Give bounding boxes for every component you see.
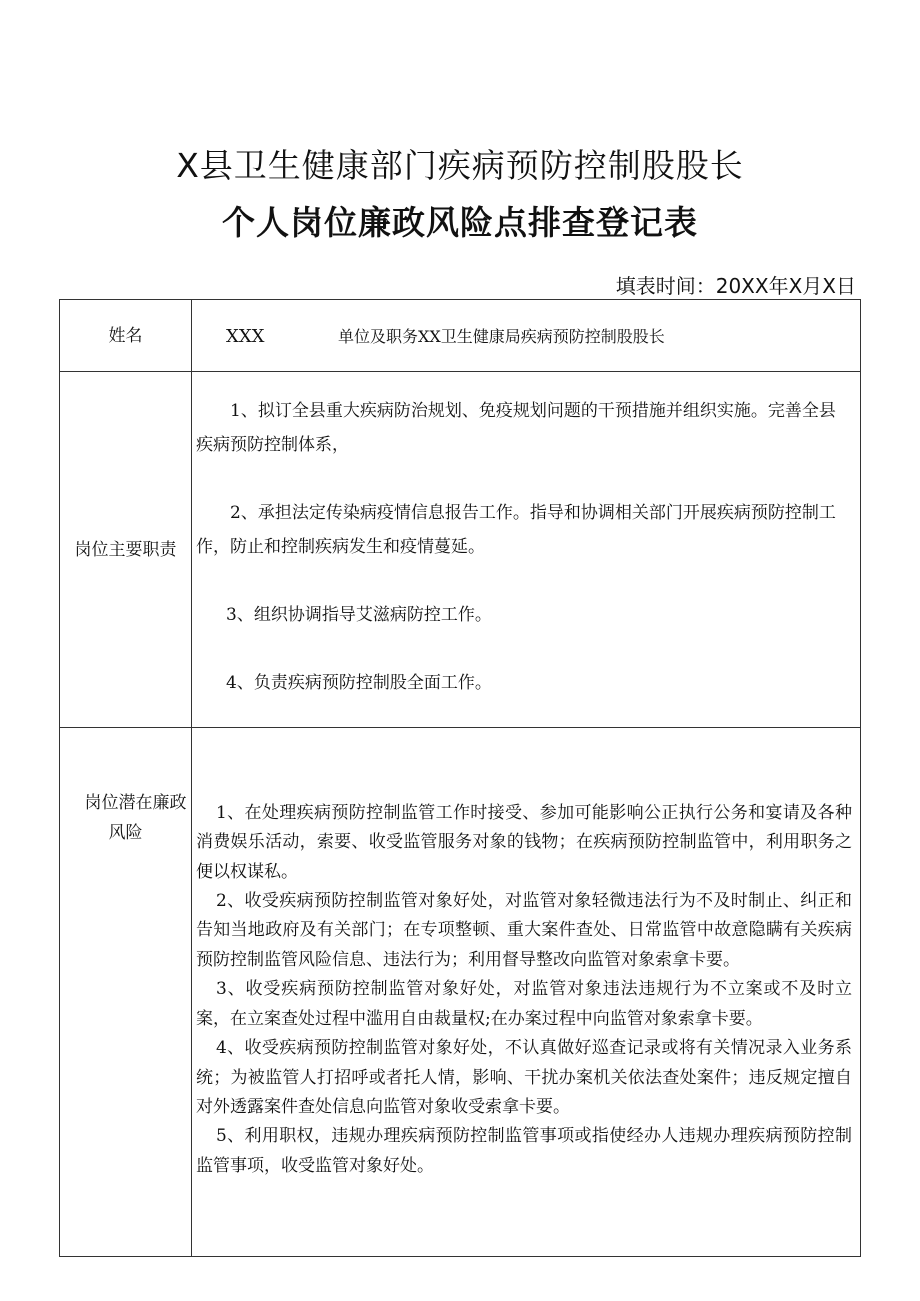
risk-register-table <box>59 299 861 1257</box>
risk-item: 4、收受疾病预防控制监管对象好处，不认真做好巡查记录或将有关情况录入业务系统；为被监管人打招呼或者托人情，影响、干扰办案机关依法查处案件；违反规定擅自对外透露案件查处信息向监管对象收受索拿卡要。 <box>196 1038 852 1117</box>
risk-item: 5、利用职权，违规办理疾病预防控制监管事项或指使经办人违规办理疾病预防控制监管事项，收受监管对象好处。 <box>196 1126 852 1176</box>
name-label: 姓名 <box>60 300 192 372</box>
risk-item: 2、收受疾病预防控制监管对象好处，对监管对象轻微违法行为不及时制止、纠正和告知当地政府及有关部门；在专项整顿、重大案件查处、日常监管中故意隐瞒有关疾病预防控制监管风险信息、违法行为；利用督导整改向监管对象索拿卡要。 <box>196 891 852 970</box>
risks-row <box>60 728 861 1257</box>
unit-label: 单位及职务 <box>338 327 419 346</box>
name-unit-cell <box>192 300 861 372</box>
duties-cell <box>192 372 861 728</box>
name-row <box>60 300 861 372</box>
risks-cell <box>192 728 861 1257</box>
duty-item: 3、组织协调指导艾滋病防控工作。 <box>226 604 492 625</box>
risk-item: 3、收受疾病预防控制监管对象好处，对监管对象违法违规行为不立案或不及时立案，在立案查处过程中滥用自由裁量权;在办案过程中向监管对象索拿卡要。 <box>196 979 852 1029</box>
risk-item: 1、在处理疾病预防控制监管工作时接受、参加可能影响公正执行公务和宴请及各种消费娱乐活动，索要、收受监管服务对象的钱物；在疾病预防控制监管中，利用职务之便以权谋私。 <box>196 802 852 882</box>
unit-value: XX卫生健康局疾病预防控制股股长 <box>418 327 665 346</box>
name-value: XXX <box>226 326 265 347</box>
risks-label: 岗位潜在廉政风险 <box>60 728 192 1257</box>
document-title-line1: X县卫生健康部门疾病预防控制股股长 <box>176 146 744 185</box>
duties-row <box>60 372 861 728</box>
fill-date: 填表时间：20XX年X月X日 <box>615 274 856 298</box>
duty-item: 2、承担法定传染病疫情信息报告工作。指导和协调相关部门开展疾病预防控制工作，防止和控制疾病发生和疫情蔓延。 <box>196 502 836 557</box>
duty-item: 4、负责疾病预防控制股全面工作。 <box>226 672 492 693</box>
document-title-line2: 个人岗位廉政风险点排查登记表 <box>222 203 698 242</box>
duties-label: 岗位主要职责 <box>60 372 192 728</box>
duty-item: 1、拟订全县重大疾病防治规划、免疫规划问题的干预措施并组织实施。完善全县疾病预防控制体系， <box>196 400 836 455</box>
